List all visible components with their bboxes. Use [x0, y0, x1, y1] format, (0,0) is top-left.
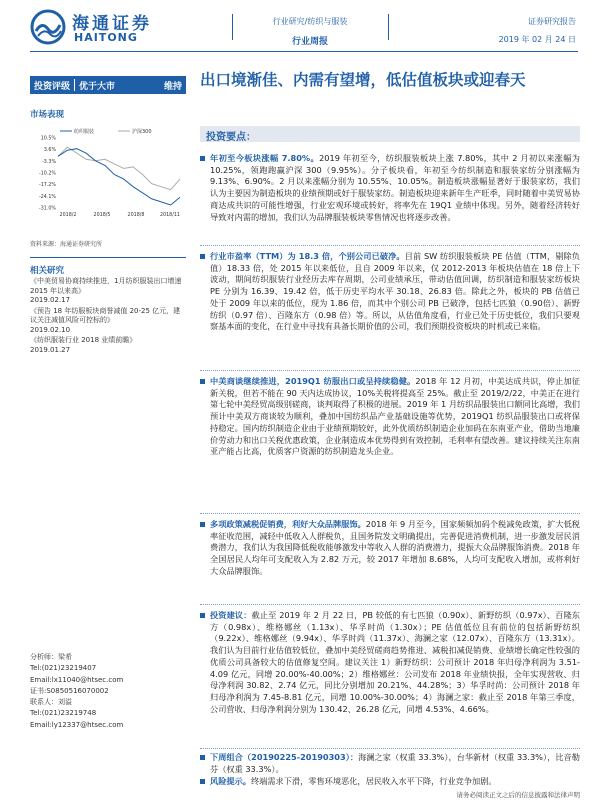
- analyst-contacts: [30, 652, 186, 731]
- bullet-item: [200, 776, 580, 788]
- report-category: 行业研究/纺织与服装: [272, 17, 348, 26]
- bullet-body: 2019 年初至今，纺织服装板块上涨 7.80%，其中 2 月初以来涨幅为 10.25%，领跑跑赢沪深 300（9.95%）。分子板块看，年初至今纺织制造和服装家纺分别涨幅为 9.13%、6.90%。2 月以来涨幅分别为 10.55%、10.05%。制造板块涨幅显著好于服装家纺，我们认为主要因为制造板块的业绩预期或好于服装家纺。制造板块迎来新年生产旺季，同时随着中美贸易协商达成共识的可能性增强，行业宏观环境或转好，将率先在 19Q1 业绩中体现。另外，随着经济转好导致对内需的增加，我们认为品牌服装板块零售情况也将逐步改善。: [210, 153, 580, 222]
- market-performance-chart: [30, 128, 186, 228]
- bullet-lead: 多项政策减税促销费，利好大众品牌服饰。: [210, 519, 366, 529]
- contact-email[interactable]: Email:ly12337@htsec.com: [30, 720, 124, 729]
- rating-value: 优于大市: [79, 81, 116, 92]
- related-item[interactable]: [30, 307, 186, 336]
- bullet-item: [200, 376, 580, 458]
- analyst-email[interactable]: Email:lx11040@htsec.com: [30, 675, 124, 684]
- bullet-divider: [200, 370, 580, 371]
- bullet-lead: 投资建议：: [210, 610, 252, 620]
- bullet-item: [200, 752, 580, 775]
- bullet-icon: [200, 755, 205, 760]
- bullet-lead: 行业市盈率（TTM）为 18.3 倍，个别公司已破净。: [210, 251, 405, 261]
- related-item-title: 《预告 18 年纺服板块商誉减值 20-25 亿元，建议关注减值风险可控标的》: [30, 306, 181, 324]
- haitong-logo: [30, 9, 160, 49]
- brand-en: HAITONG: [74, 31, 138, 44]
- bullet-lead: 中美商谈继续推进，2019Q1 纺服出口或呈持续稳健。: [210, 376, 416, 386]
- contact-tel: Tel:(021)23219748: [30, 709, 97, 718]
- related-research-title: 相关研究: [30, 266, 65, 276]
- legal-footer: 请务必阅读正文之后的信息披露和法律声明: [456, 791, 580, 799]
- report-type: 行业周报: [291, 37, 328, 47]
- rating-bar: [30, 76, 186, 94]
- bullet-icon: [200, 156, 205, 161]
- rating-label: 投资评级: [34, 81, 71, 92]
- related-research-list: [30, 277, 186, 356]
- series-line-textile: [58, 149, 180, 205]
- contact-name: 联系人：刘溢: [30, 698, 72, 707]
- analyst-name: 分析师：梁希: [30, 653, 72, 661]
- x-tick-label: 2018/11: [160, 213, 180, 218]
- bullet-divider: [200, 604, 580, 605]
- brand-cn: 海通证券: [72, 14, 152, 34]
- header-center: [260, 16, 360, 47]
- bullet-body: 目前 SW 纺织服装板块 PE 估值（TTM，剔除负值）18.33 倍，处 2015 年以来低位，且自 2009 年以来，仅 2012-2013 年板块估值在 18 倍上下波动，期间纺织服装行业经历去库存周期，公司业绩承压，带动估值回调，纺织制造和服装家纺板块 PE 分别为 16.39、19.42 倍，低于历史平均水平 30.18、26.83 倍。除此之外，板块的 PB 估值已处于 2009 年以来的低位，现为 1.86 倍，而其中个别公司 PB 已破净，包括七匹狼（0.90倍）、新野纺织（0.97 倍）、百隆东方（0.98 倍）等。所以，从估值角度看，行业已处于历史低位，我们只要观察基本面的变化，在行业中寻找有具备长期价值的公司，我们预期投资板块的时机或已来临。: [210, 251, 580, 332]
- y-tick-label: 3.6%: [43, 148, 56, 154]
- x-tick-label: 2018/2: [59, 213, 77, 218]
- market-performance-title: 市场表现: [30, 110, 65, 120]
- related-item-date: 2019.02.17: [30, 296, 71, 304]
- legend-label-series1: 纺织服装: [74, 129, 95, 135]
- key-points-header: [200, 126, 580, 142]
- y-tick-label: -24.1%: [39, 194, 56, 200]
- bullet-body: 海澜之家（权重 33.3%），台华新材（权重 33.3%），比音勒芬（权重 33.3%）。: [210, 752, 580, 774]
- rating-status: 维持: [163, 81, 182, 92]
- sidebar-rule: [30, 257, 186, 258]
- bullet-icon: [200, 379, 205, 384]
- header-rule: [30, 51, 578, 52]
- related-item-date: 2019.02.10: [30, 325, 71, 334]
- bullet-icon: [200, 254, 205, 259]
- report-date: 2019 年 02 月 24 日: [498, 35, 576, 44]
- legend-label-series2: 沪深300: [132, 129, 152, 135]
- related-item-title: 《中美贸易协商持续推进，1月纺织服装出口增速 2015 年以来高》: [30, 277, 182, 295]
- bullet-lead: 风险提示。: [210, 776, 251, 786]
- bullet-lead: 下周组合（20190225-20190303）：: [210, 752, 359, 762]
- haitong-logo-icon: [30, 9, 66, 45]
- bullet-icon: [200, 613, 205, 618]
- bullet-item: [200, 519, 580, 578]
- related-item[interactable]: [30, 336, 186, 355]
- y-tick-label: -17.2%: [39, 183, 56, 189]
- bullet-item: [200, 153, 580, 223]
- x-tick-label: 2018/8: [127, 213, 145, 218]
- related-item-date: 2019.01.27: [30, 345, 71, 354]
- y-tick-label: -31.0%: [39, 206, 56, 212]
- related-item-title: 《纺织服装行业 2018 业绩前瞻》: [30, 336, 137, 344]
- bullet-body: 终端需求下滑，零售环境恶化，居民收入水平下降，行业竞争加剧。: [250, 776, 497, 786]
- bullet-item: [200, 251, 580, 333]
- chart-source: 资料来源：海通证券研究所: [30, 241, 103, 248]
- bullet-divider: [200, 748, 580, 749]
- page-header: [0, 0, 600, 52]
- analyst-tel: Tel:(021)23219407: [30, 664, 97, 673]
- header-divider: [388, 14, 389, 40]
- y-tick-label: 10.5%: [40, 136, 56, 142]
- bullet-icon: [200, 779, 205, 784]
- series-line-hs300: [58, 147, 180, 190]
- header-divider: [232, 14, 233, 40]
- report-title: 出口境渐佳、内需有望增，低估值板块或迎春天: [200, 71, 526, 89]
- bullet-divider: [200, 513, 580, 514]
- bullet-body: 2018 年 9 月至今，国家频频加码个税减免政策，扩大低税率征收范围，减轻中低收入人群税负，且国务院发文明确提出，完善促进消费机制，进一步激发居民消费潜力，我们认为我国降低税收能够激发中等收入人群的消费潜力，提振大众品牌服饰消费。2018 年全国居民人均年可支配收入为 2.82 万元，较 2017 年增加 8.68%，人均可支配收入增加，或将利好大众品牌服饰。: [210, 519, 580, 576]
- y-tick-label: -10.2%: [39, 171, 56, 177]
- key-points-title: 投资要点：: [206, 132, 256, 143]
- y-tick-label: -3.3%: [42, 159, 56, 165]
- x-tick-label: 2018/5: [93, 213, 111, 218]
- header-right: [476, 16, 576, 45]
- bullet-divider: [200, 245, 580, 246]
- related-item[interactable]: [30, 277, 186, 306]
- analyst-certificate: 证书:S0850516070002: [30, 686, 109, 695]
- bullet-item: [200, 610, 580, 715]
- bullet-body: 截止至 2019 年 2 月 22 日，PB 较低的有七匹狼（0.90x）、新野纺织（0.97x）、百隆东方（0.98x）、维格娜丝（1.13x）、华孚时尚（1.30x）；PE 估值低位且有前位的包括新野纺织（9.22x）、维格娜丝（9.94x）、华孚时尚（11.37x）、海澜之家（12.07x）、百隆东方（13.31x）。我们认为目前行业估值较低位，叠加中美经贸磋商趋势推进、减税扣减促销费、业绩增长确定性较强的优质公司具备较大的估值修复空间。建议关注 1）新野纺织：公司预计 2018 年归母净利润为 3.51-4.09 亿元，同增 20.00%-40.00%；2）维格娜丝：公司发布 2018 年业绩快报，全年实现营收、归母净利润 30.82、2.74 亿元，同比分别增加 20.21%、44.28%；3）华孚时尚：公司预计 2018 年归母净利润为 7.45-8.81 亿元，同增 10.00%-30.00%；4）海澜之家：截止至 2018 年第三季度，公司营收、归母净利润分别为 130.42、26.28 亿元，同增 4.53%、4.66%。: [210, 610, 580, 714]
- bullet-lead: 年初至今板块涨幅 7.80%。: [210, 153, 320, 163]
- doc-type: 证券研究报告: [528, 17, 576, 26]
- bullet-icon: [200, 522, 205, 527]
- bullet-body: 2018 年 12 月初，中美达成共识，停止加征新关税，但若不能在 90 天内达成协议，10%关税将提高至 25%。截止至 2019/2/22，中美正在进行第七轮中美经贸高级别磋商，谈判取得了积极的进展。2019 年 1 月纺织品服装出口额同比高增，我们预计中美双方商谈较为顺利，叠加中国纺织品产业基础设施等优势，2019Q1 纺织品服装出口或将保持稳定。国内纺织制造企业由于业绩预期较好，此外优质纺织制造企业加码在东南亚产业，借助当地廉价劳动力和出口关税优惠政策，企业制造成本优势得到有效控制，毛利率有望改善。建议持续关注东南亚产能占比高，优质客户资源的纺织制造龙头企业。: [210, 376, 580, 457]
